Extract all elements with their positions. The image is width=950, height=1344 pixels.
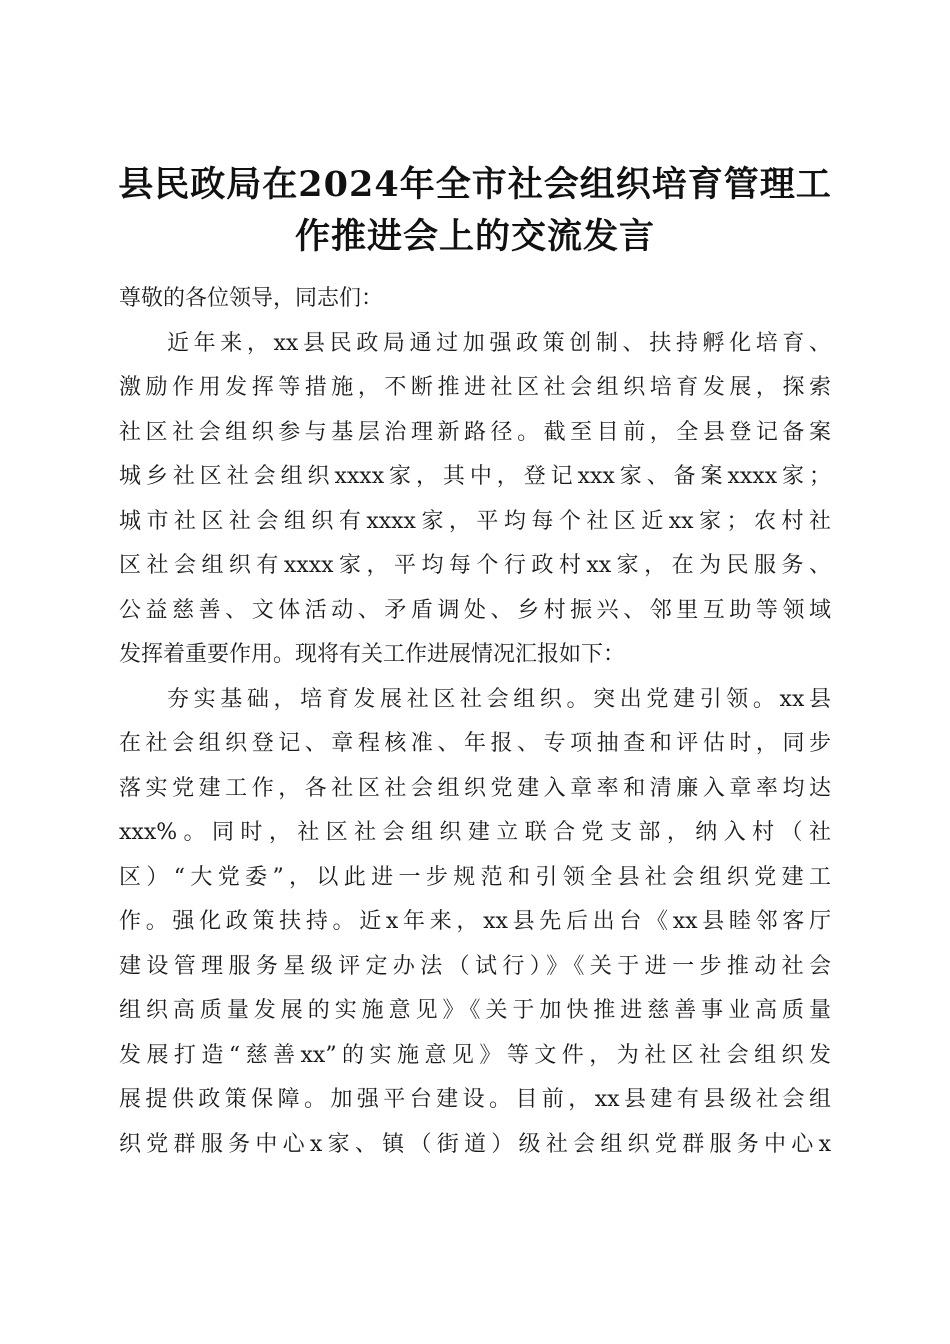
paragraph-line: 城乡社区社会组织xxxx家，其中，登记xxx家、备案xxxx家； xyxy=(119,464,831,489)
paragraph-line: 社区社会组织参与基层治理新路径。截至目前，全县登记备案 xyxy=(119,419,831,445)
paragraph-line: 城市社区社会组织有xxxx家，平均每个社区近xx家；农村社 xyxy=(119,508,831,534)
paragraph-line: 展提供政策保障。加强平台建设。目前，xx县建有县级社会组 xyxy=(119,1087,831,1112)
paragraph-line: 组织高质量发展的实施意见》《关于加快推进慈善事业高质量 xyxy=(119,998,831,1023)
paragraph-line: 近年来，xx县民政局通过加强政策创制、扶持孵化培育、 xyxy=(167,330,831,356)
paragraph-line: 夯实基础，培育发展社区社会组织。突出党建引领。xx县 xyxy=(167,686,831,712)
salutation: 尊敬的各位领导，同志们： xyxy=(119,286,384,311)
paragraph-line: 发挥着重要作用。现将有关工作进展情况汇报如下： xyxy=(119,642,626,667)
paragraph-line: xxx%。同时，社区社会组织建立联合党支部，纳入村（社 xyxy=(119,820,831,845)
document-body xyxy=(119,277,831,1167)
paragraph-line: 在社会组织登记、章程核准、年报、专项抽查和评估时，同步 xyxy=(119,731,831,756)
document-title xyxy=(100,159,850,263)
paragraph-line: 作。强化政策扶持。近x年来，xx县先后出台《xx县睦邻客厅 xyxy=(119,909,831,934)
paragraph-line: 发展打造“慈善xx”的实施意见》等文件，为社区社会组织发 xyxy=(119,1042,831,1068)
title-line-1: 县民政局在2024年全市社会组织培育管理工 xyxy=(118,164,832,206)
paragraph-line: 公益慈善、文体活动、矛盾调处、乡村振兴、邻里互助等领域 xyxy=(119,597,831,623)
paragraph-line: 区社会组织有xxxx家，平均每个行政村xx家，在为民服务、 xyxy=(119,553,831,578)
title-line-2: 作推进会上的交流发言 xyxy=(294,216,655,258)
paragraph-line: 建设管理服务星级评定办法（试行）》《关于进一步推动社会 xyxy=(119,953,831,979)
paragraph-line: 激励作用发挥等措施，不断推进社区社会组织培育发展，探索 xyxy=(119,375,831,400)
paragraph-line: 织党群服务中心x家、镇（街道）级社会组织党群服务中心x xyxy=(119,1131,831,1157)
paragraph-line: 落实党建工作，各社区社会组织党建入章率和清廉入章率均达 xyxy=(119,775,831,801)
paragraph-line: 区）“大党委”，以此进一步规范和引领全县社会组织党建工 xyxy=(119,864,831,890)
